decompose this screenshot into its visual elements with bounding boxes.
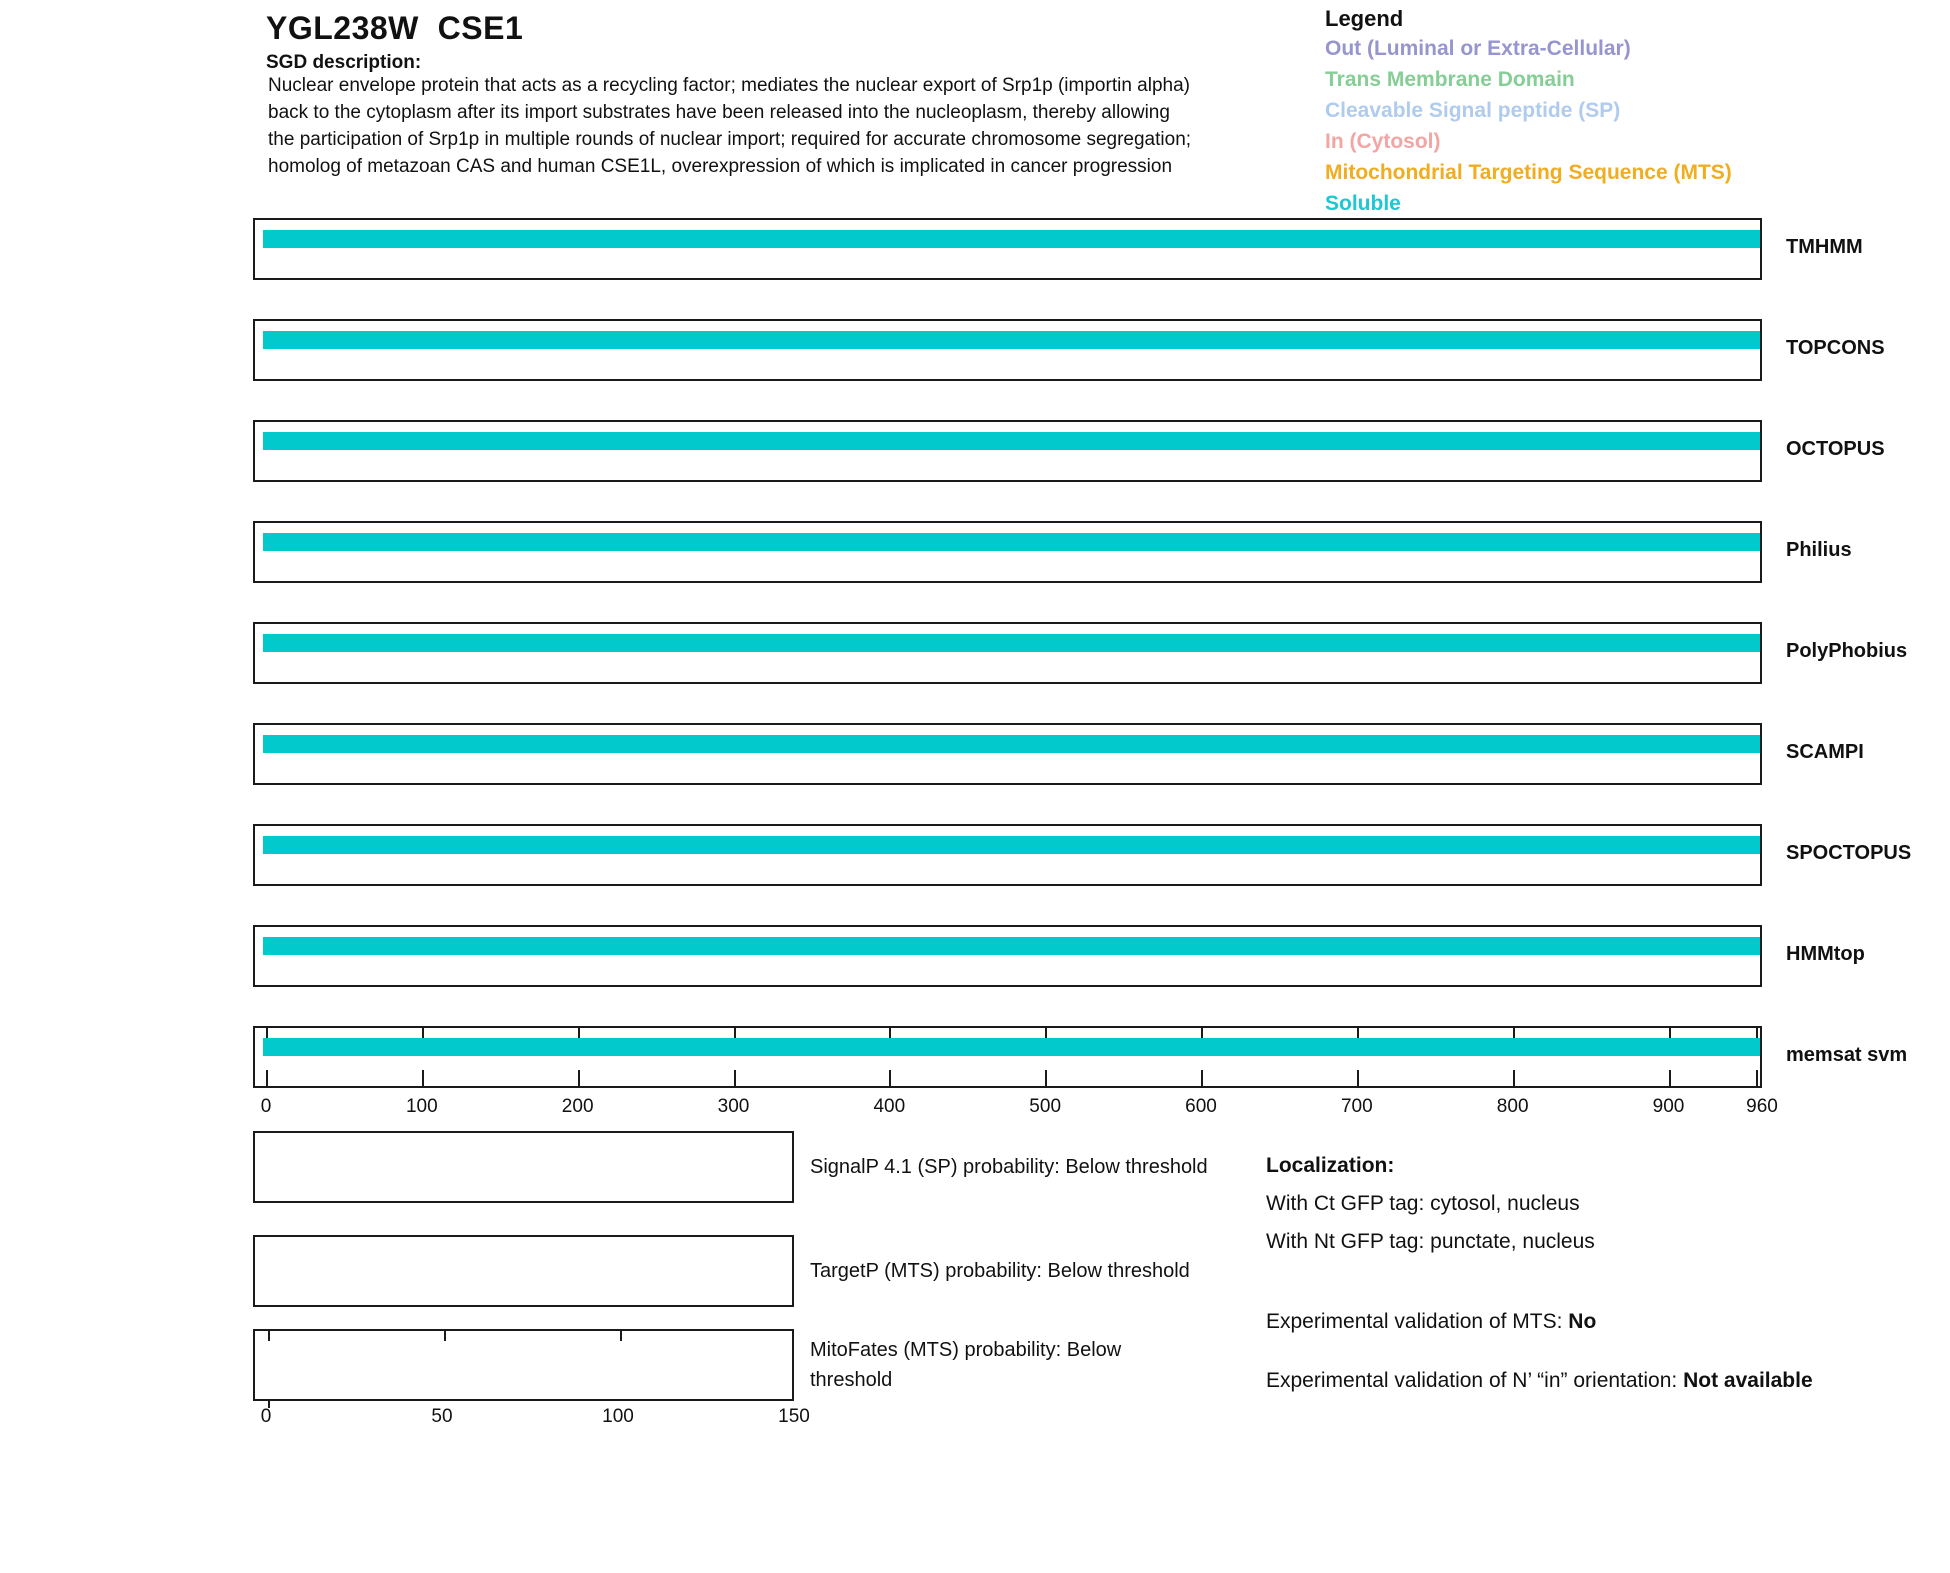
legend-item-soluble: Soluble [1325,192,1401,215]
targetp-plot-box [253,1235,794,1307]
localization-nt-gfp: With Nt GFP tag: punctate, nucleus [1266,1230,1595,1253]
orientation-validation-prefix: Experimental validation of N’ “in” orientation: [1266,1369,1684,1392]
mitofates-plot-box [253,1329,794,1401]
axis-tick [1201,1070,1203,1086]
residue-axis-label: 500 [1029,1096,1062,1117]
axis-tick [1756,1070,1758,1086]
axis-tick [266,1070,268,1086]
orientation-validation [1266,1364,1846,1397]
sgd-description-line: Nuclear envelope protein that acts as a recycling factor; mediates the nuclear export of Srp1p (importin alpha) [268,75,1190,96]
signalp-plot-box [253,1131,794,1203]
axis-tick [1045,1070,1047,1086]
axis-tick [268,1331,270,1341]
soluble-segment [263,937,1760,955]
track-box-topcons [253,319,1762,381]
soluble-segment [263,533,1760,551]
mts-validation-value: No [1568,1310,1597,1333]
axis-tick [578,1070,580,1086]
residue-axis-label: 700 [1340,1096,1373,1117]
legend-item-out-luminal-or-extra-cellular: Out (Luminal or Extra-Cellular) [1325,37,1631,60]
axis-tick [620,1331,622,1341]
axis-tick [422,1070,424,1086]
residue-axis-label: 300 [717,1096,750,1117]
mitofates-axis-label: 150 [778,1406,810,1427]
signalp-plot-label: SignalP 4.1 (SP) probability: Below threshold [810,1156,1208,1178]
soluble-segment [263,1038,1760,1056]
orientation-validation-value: Not available [1683,1369,1813,1392]
residue-axis-label: 100 [405,1096,438,1117]
residue-axis-label: 0 [260,1096,272,1117]
track-label-topcons: TOPCONS [1786,337,1885,359]
targetp-plot-label: TargetP (MTS) probability: Below threshold [810,1260,1190,1282]
axis-tick [734,1070,736,1086]
track-label-spoctopus: SPOCTOPUS [1786,842,1912,864]
localization-heading: Localization: [1266,1154,1395,1177]
sgd-description-line: back to the cytoplasm after its import substrates have been released into the nucleoplasm, thereby allowing [268,102,1170,123]
soluble-segment [263,634,1760,652]
mitofates-axis-label: 0 [260,1406,272,1427]
mts-validation [1266,1306,1596,1338]
soluble-segment [263,331,1760,349]
residue-axis-label: 960 [1746,1096,1778,1117]
track-label-scampi: SCAMPI [1786,741,1864,763]
residue-axis-label: 400 [873,1096,906,1117]
track-box-memsat-svm [253,1026,1762,1088]
track-box-philius [253,521,1762,583]
residue-axis-label: 200 [561,1096,594,1117]
track-box-tmhmm [253,218,1762,280]
localization-ct-gfp: With Ct GFP tag: cytosol, nucleus [1266,1192,1580,1215]
track-box-scampi [253,723,1762,785]
track-label-octopus: OCTOPUS [1786,438,1885,460]
sgd-description-line: the participation of Srp1p in multiple rounds of nuclear import; required for accurate chromosome segregation; [268,129,1192,150]
mitofates-plot-label: MitoFates (MTS) probability: Below threshold [810,1339,1122,1391]
legend-item-cleavable-signal-peptide-sp: Cleavable Signal peptide (SP) [1325,99,1621,122]
track-label-polyphobius: PolyPhobius [1786,640,1908,662]
residue-axis-label: 900 [1652,1096,1685,1117]
soluble-segment [263,836,1760,854]
page-title: YGL238W CSE1 [266,10,524,46]
track-label-tmhmm: TMHMM [1786,236,1863,258]
soluble-segment [263,735,1760,753]
mitofates-axis-label: 50 [431,1406,453,1427]
track-label-hmmtop: HMMtop [1786,943,1865,965]
sgd-description-label: SGD description: [266,52,422,73]
legend-item-in-cytosol: In (Cytosol) [1325,130,1441,153]
track-box-polyphobius [253,622,1762,684]
legend-item-mitochondrial-targeting-sequence-mts: Mitochondrial Targeting Sequence (MTS) [1325,161,1732,184]
axis-tick [1669,1070,1671,1086]
sgd-description-line: homolog of metazoan CAS and human CSE1L, overexpression of which is implicated in cancer progression [268,156,1173,177]
track-box-spoctopus [253,824,1762,886]
track-label-memsat-svm: memsat svm [1786,1044,1908,1066]
legend-item-trans-membrane-domain: Trans Membrane Domain [1325,68,1575,91]
residue-axis-label: 800 [1496,1096,1529,1117]
track-box-octopus [253,420,1762,482]
soluble-segment [263,230,1760,248]
mts-validation-prefix: Experimental validation of MTS: [1266,1310,1569,1333]
axis-tick [444,1331,446,1341]
mitofates-axis-label: 100 [602,1406,634,1427]
axis-tick [889,1070,891,1086]
legend-title: Legend [1325,6,1404,31]
soluble-segment [263,432,1760,450]
axis-tick [1357,1070,1359,1086]
residue-axis-label: 600 [1185,1096,1217,1117]
axis-tick [1513,1070,1515,1086]
track-label-philius: Philius [1786,539,1852,561]
track-box-hmmtop [253,925,1762,987]
